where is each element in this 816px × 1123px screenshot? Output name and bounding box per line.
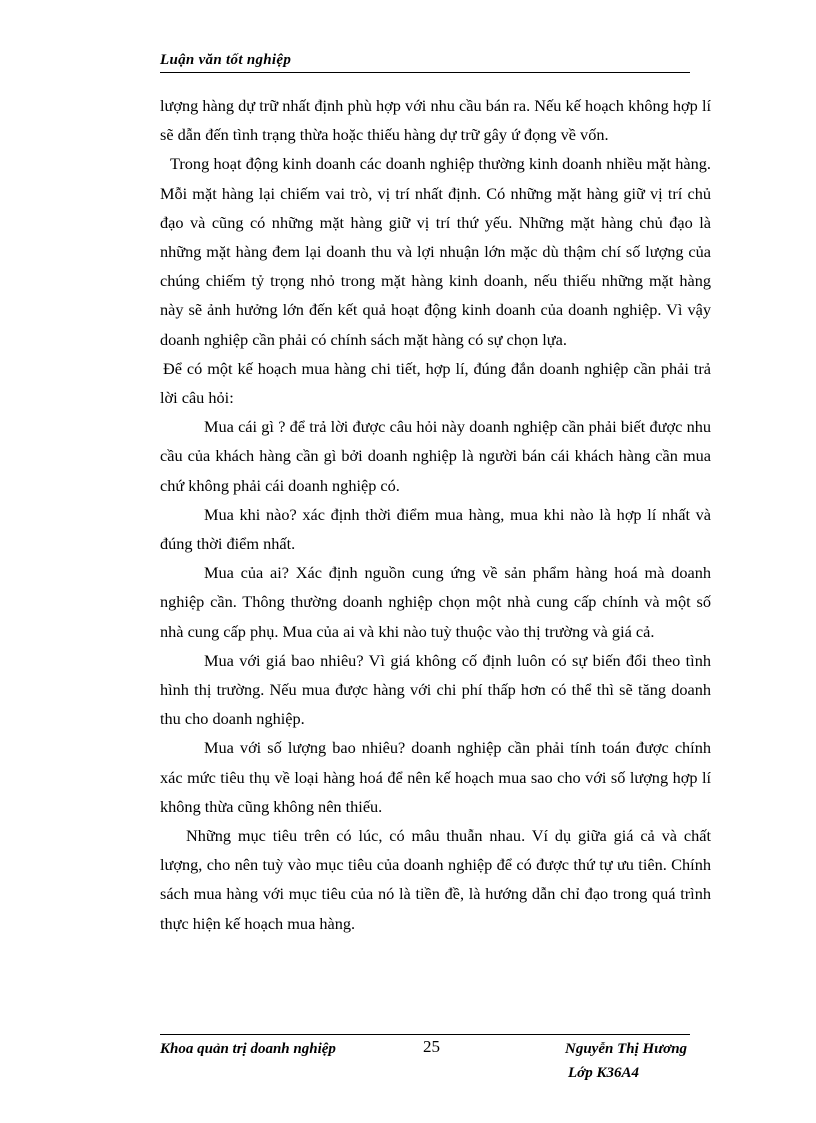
header-divider xyxy=(160,72,690,73)
footer-department: Khoa quản trị doanh nghiệp xyxy=(160,1041,336,1057)
paragraph: lượng hàng dự trữ nhất định phù hợp với nhu cầu bán ra. Nếu kế hoạch không hợp lí sẽ dẫn đến tình trạng thừa hoặc thiếu hàng dự trữ gây ứ đọng về vốn. xyxy=(160,96,711,145)
paragraph: Mua với giá bao nhiêu? Vì giá không cố định luôn có sự biến đổi theo tình hình thị trường. Nếu mua được hàng với chi phí thấp hơn có thể thì sẽ tăng doanh thu cho doanh nghiệp. xyxy=(160,650,711,729)
paragraph: Những mục tiêu trên có lúc, có mâu thuẫn nhau. Ví dụ giữa giá cả và chất lượng, cho nên tuỳ vào mục tiêu của doanh nghiệp để có được thứ tự ưu tiên. Chính sách mua hàng với mục tiêu của nó là tiền đề, là hướng dẫn chỉ đạo trong quá trình thực hiện kế hoạch mua hàng. xyxy=(160,826,711,933)
paragraph: Trong hoạt động kinh doanh các doanh nghiệp thường kinh doanh nhiều mặt hàng. Mỗi mặt hàng lại chiếm vai trò, vị trí nhất định. Có những mặt hàng giữ vị trí chủ đạo và cũng có những mặt hàng giữ vị trí thứ yếu. Những mặt hàng chủ đạo là những mặt hàng đem lại doanh thu và lợi nhuận lớn mặc dù thậm chí số lượng của chúng chiếm tỷ trọng nhỏ trong mặt hàng kinh doanh, nếu thiếu những mặt hàng này sẽ ảnh hưởng lớn đến kết quả hoạt động kinh doanh của doanh nghiệp. Vì vậy doanh nghiệp cần phải có chính sách mặt hàng có sự chọn lựa. xyxy=(160,154,711,349)
page-number: 25 xyxy=(423,1037,440,1056)
footer-author: Nguyễn Thị Hương xyxy=(565,1041,688,1057)
footer-class: Lớp K36A4 xyxy=(568,1065,639,1081)
paragraph: Mua khi nào? xác định thời điểm mua hàng, mua khi nào là hợp lí nhất và đúng thời điểm nhất. xyxy=(160,504,711,554)
paragraph: Mua cái gì ? để trả lời được câu hỏi này doanh nghiệp cần phải biết được nhu cầu của khách hàng cần gì bởi doanh nghiệp là người bán cái khách hàng cần mua chứ không phải cái doanh nghiệp có. xyxy=(160,417,711,495)
paragraph: Mua của ai? Xác định nguồn cung ứng về sản phẩm hàng hoá mà doanh nghiệp cần. Thông thường doanh nghiệp chọn một nhà cung cấp chính và một số nhà cung cấp phụ. Mua của ai và khi nào tuỳ thuộc vào thị trường và giá cả. xyxy=(160,563,711,641)
header-title: Luận văn tốt nghiệp xyxy=(160,52,292,68)
document-body xyxy=(160,91,711,938)
page-footer xyxy=(160,1037,720,1087)
footer-divider xyxy=(160,1034,690,1035)
paragraph: Mua với số lượng bao nhiêu? doanh nghiệp cần phải tính toán được chính xác mức tiêu thụ về loại hàng hoá để nên kế hoạch mua sao cho với số lượng hợp lí không thừa cũng không nên thiếu. xyxy=(160,738,711,816)
page-header xyxy=(160,50,690,73)
paragraph: Để có một kế hoạch mua hàng chi tiết, hợp lí, đúng đắn doanh nghiệp cần phải trả lời câu hỏi: xyxy=(160,358,711,408)
